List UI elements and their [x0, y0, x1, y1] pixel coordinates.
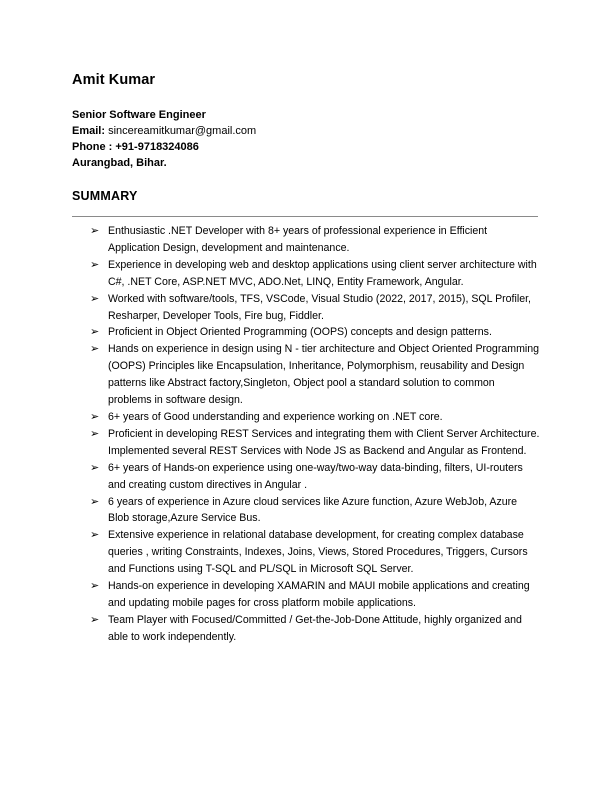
list-item: [90, 223, 540, 257]
arrow-bullet-icon: ➢: [90, 494, 100, 508]
arrow-bullet-icon: ➢: [90, 579, 100, 593]
summary-item-text: 6 years of experience in Azure cloud services like Azure function, Azure WebJob, Azure Blob storage,Azure Service Bus.: [108, 495, 518, 525]
summary-item-text: 6+ years of Hands-on experience using one-way/two-way data-binding, filters, UI-routers and creating custom directives in Angular .: [108, 461, 523, 491]
arrow-bullet-icon: ➢: [90, 325, 100, 339]
summary-list: [90, 223, 540, 646]
summary-item-text: Proficient in Object Oriented Programming (OOPS) concepts and design patterns.: [108, 326, 492, 339]
list-item: [90, 324, 540, 341]
summary-item-text: Experience in developing web and desktop applications using client server architecture with C#, .NET Core, ASP.NET MVC, ADO.Net, LINQ, Entity Framework, Angular.: [108, 258, 537, 288]
list-item: [90, 341, 540, 409]
email-value: sincereamitkumar@gmail.com: [108, 125, 257, 137]
job-title: Senior Software Engineer: [72, 109, 206, 121]
arrow-bullet-icon: ➢: [90, 460, 100, 474]
location-line: Aurangbad, Bihar.: [72, 157, 167, 169]
summary-item-text: Worked with software/tools, TFS, VSCode, Visual Studio (2022, 2017, 2015), SQL Profiler, Resharper, Developer Tools, Fire bug, Fiddler.: [108, 292, 531, 322]
list-item: [90, 612, 540, 646]
summary-item-text: Hands-on experience in developing XAMARIN and MAUI mobile applications and creating and updating mobile pages for cross platform mobile applications.: [108, 580, 530, 609]
summary-item-text: Proficient in developing REST Services and integrating them with Client Server Architecture. Implemented several REST Services with Node JS as Backend and Angular as Frontend.: [108, 427, 540, 457]
arrow-bullet-icon: ➢: [90, 342, 100, 356]
arrow-bullet-icon: ➢: [90, 612, 100, 626]
list-item: [90, 578, 540, 612]
arrow-bullet-icon: ➢: [90, 224, 100, 237]
summary-item-text: Extensive experience in relational database development, for creating complex database queries , writing Constraints, Indexes, Joins, Views, Stored Procedures, Triggers, Cursors and Functions using T-SQL and PL/SQL in Microsoft SQL Server.: [108, 529, 528, 576]
section-divider: [72, 216, 538, 217]
list-item: [90, 460, 540, 494]
list-item: [90, 494, 540, 528]
summary-item-text: Enthusiastic .NET Developer with 8+ years of professional experience in Efficient Application Design, development and maintenance.: [108, 225, 488, 254]
candidate-name: Amit Kumar: [72, 72, 156, 88]
arrow-bullet-icon: ➢: [90, 426, 100, 440]
list-item: [90, 426, 540, 460]
summary-heading: SUMMARY: [72, 189, 138, 203]
summary-item-text: 6+ years of Good understanding and experience working on .NET core.: [108, 410, 443, 423]
list-item: [90, 257, 540, 291]
summary-item-text: Team Player with Focused/Committed / Get-the-Job-Done Attitude, highly organized and able to work independently.: [108, 613, 522, 643]
arrow-bullet-icon: ➢: [90, 257, 100, 271]
arrow-bullet-icon: ➢: [90, 409, 100, 423]
list-item: [90, 291, 540, 325]
arrow-bullet-icon: ➢: [90, 291, 100, 305]
email-line: [72, 123, 256, 139]
contact-block: [72, 107, 256, 171]
arrow-bullet-icon: ➢: [90, 528, 100, 542]
list-item: [90, 527, 540, 578]
list-item: [90, 409, 540, 426]
email-label: Email:: [72, 125, 109, 137]
phone-line: Phone : +91-9718324086: [72, 141, 199, 153]
summary-item-text: Hands on experience in design using N - tier architecture and Object Oriented Programming (OOPS) Principles like Encapsulation, Inheritance, Polymorphism, reusability and Design patterns like Abstract factory,Singleton, Object pool a standard solution to common problems in software design.: [108, 343, 540, 407]
